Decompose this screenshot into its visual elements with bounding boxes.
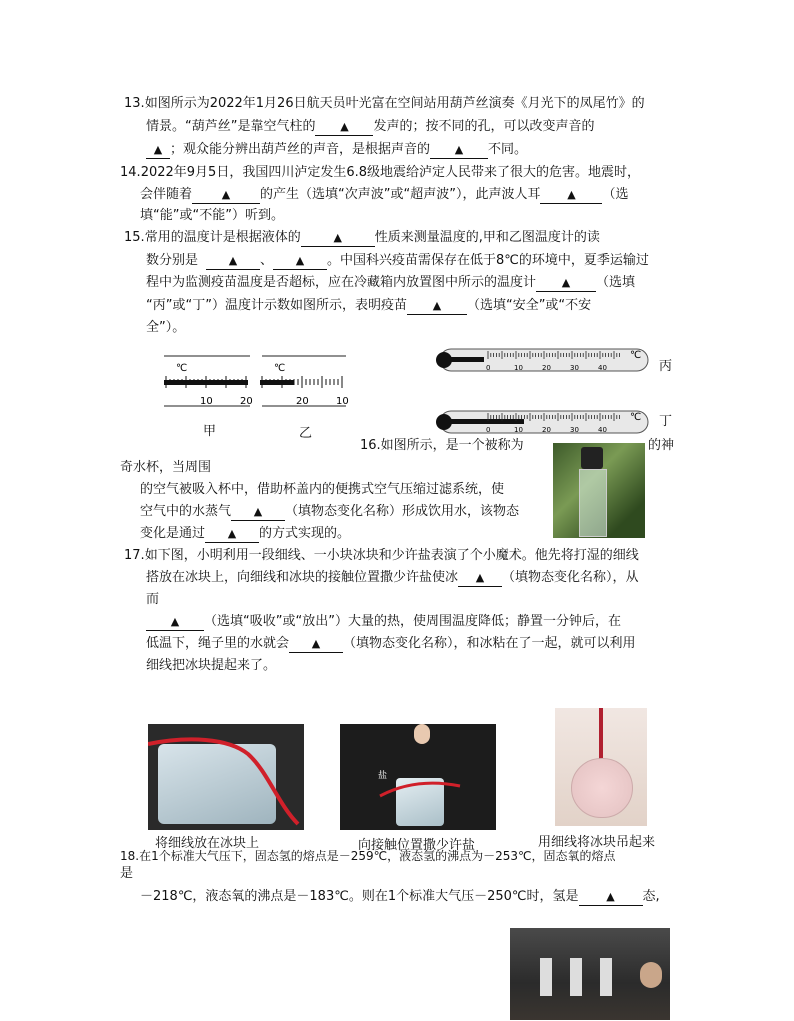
thermometer-jia (164, 356, 253, 407)
jia-tick-20: 20 (240, 396, 253, 407)
q13-number: 13. (124, 96, 145, 111)
label-yi: 乙 (299, 426, 313, 441)
q17-text5a: 低温下，绳子里的水就会 (146, 636, 290, 651)
lifted-ice (571, 758, 633, 818)
q14-blank1[interactable] (192, 187, 260, 204)
q13-text3b: ；观众能分辨出葫芦丝的声音，是根据声音的 (170, 142, 431, 157)
q16-line1 (360, 436, 524, 456)
q13-line2 (146, 117, 595, 137)
ding-tick-30: 30 (570, 426, 579, 434)
bing-tick-20: 20 (542, 364, 551, 372)
caption-3: 用细线将冰块吊起来 (538, 831, 655, 850)
bing-tick-40: 40 (598, 364, 607, 372)
q14-text1: 2022年9月5日，我国四川泸定发生6.8级地震给泸定人民带来了很大的危害。地震时， (140, 165, 640, 180)
photo-salt-on-ice (340, 724, 496, 830)
q16-blank2[interactable] (205, 526, 259, 543)
q17-line1 (124, 546, 639, 566)
answer-mark: ▲ (227, 527, 237, 540)
photo-thread-on-ice (148, 724, 304, 830)
q13-text3c: 不同。 (488, 142, 528, 157)
q15-line5 (146, 318, 185, 338)
ding-tick-10: 10 (514, 426, 523, 434)
q18-line2 (120, 864, 133, 884)
q16-line5 (140, 524, 350, 544)
answer-mark: ▲ (228, 254, 238, 267)
q14-text2c: （选 (602, 187, 629, 202)
answer-mark: ▲ (333, 231, 342, 244)
q17-line6 (146, 656, 276, 676)
q17-text1: 如下图，小明利用一段细线、一小块冰块和少许盐表演了个小魔术。他先将打湿的细线 (144, 548, 639, 563)
q16-blank1[interactable] (231, 504, 285, 521)
photo-ice-lifted (555, 708, 647, 826)
q15-blank1[interactable] (301, 230, 375, 247)
q13-text2b: 发声的；按不同的孔，可以改变声音的 (373, 119, 595, 134)
q13-blank1[interactable] (315, 119, 373, 136)
q16-line4 (140, 502, 519, 522)
ding-tick-20: 20 (542, 426, 551, 434)
label-bing: 丙 (659, 359, 673, 374)
yi-tick-10: 10 (336, 396, 349, 407)
red-thread (148, 724, 304, 830)
thermometer-yi (260, 356, 349, 407)
tube-3 (600, 958, 612, 996)
yi-unit: ℃ (274, 363, 286, 374)
thermometer-bing-ding-figure (430, 343, 656, 439)
bing-tick-10: 10 (514, 364, 523, 372)
q15-text3a: 程中为监测疫苗温度是否超标，应在冷藏箱内放置图中所示的温度计 (146, 275, 537, 290)
q13-blank2[interactable] (146, 142, 170, 159)
answer-mark: ▲ (221, 188, 231, 201)
ding-unit: ℃ (630, 412, 642, 423)
q17-blank3[interactable] (289, 636, 343, 653)
bing-tick-30: 30 (570, 364, 579, 372)
ding-tick-0: 0 (486, 426, 491, 434)
label-jia: 甲 (203, 424, 217, 439)
q15-text2b: 、 (260, 253, 274, 268)
q15-text1a: 常用的温度计是根据液体的 (144, 230, 301, 245)
q17-blank2[interactable] (146, 614, 204, 631)
q15-text4b: （选填“安全”或“不安 (466, 298, 592, 313)
q18-text3a: －218℃，液态氧的沸点是－183℃。则在1个标准大气压－250℃时，氢是 (140, 889, 579, 904)
q15-blank4[interactable] (536, 275, 596, 292)
q17-line3 (146, 590, 159, 610)
q15-blank2[interactable] (206, 253, 260, 270)
ding-tick-40: 40 (598, 426, 607, 434)
thermometer-ding (436, 411, 648, 434)
cup-body (579, 469, 607, 537)
answer-mark: ▲ (432, 299, 442, 312)
caption-1: 将细线放在冰块上 (155, 832, 259, 851)
q14-number: 14. (120, 165, 141, 180)
jia-tick-10: 10 (200, 396, 213, 407)
child-face (640, 962, 662, 988)
q18-text1: 18.在1个标准大气压下，固态氢的熔点是－259℃，液态氢的沸点为－253℃，固态氧的熔点 (120, 849, 616, 863)
q16-text5b: 的方式实现的。 (259, 526, 351, 541)
answer-mark: ▲ (606, 890, 615, 903)
q17-text5b: （填物态变化名称），和冰粘在了一起，就可以利用 (343, 636, 636, 651)
answer-mark: ▲ (567, 188, 576, 201)
q16-text4b: （填物态变化名称）形成饮用水，该物态 (285, 504, 520, 519)
q17-line5 (146, 634, 636, 654)
q17-text4b: （选填“吸收”或“放出”）大量的热，使周围温度降低；静置一分钟后，在 (204, 614, 621, 629)
q16-line3 (140, 480, 504, 500)
q16-text4a: 空气中的水蒸气 (140, 504, 232, 519)
q15-text3b: （选填 (596, 275, 636, 290)
photo-experiment-bottom (510, 928, 670, 1020)
q14-text2a: 会伴随着 (140, 187, 193, 202)
answer-mark: ▲ (561, 276, 571, 289)
q18-text2: 是 (120, 866, 134, 881)
answer-mark: ▲ (340, 120, 349, 133)
answer-mark: ▲ (311, 637, 321, 650)
q15-blank3[interactable] (273, 253, 327, 270)
answer-mark: ▲ (153, 143, 163, 156)
q17-line2 (146, 568, 639, 588)
q16-text1: 16.如图所示，是一个被称为 (360, 438, 524, 453)
answer-mark: ▲ (454, 143, 464, 156)
q15-blank5[interactable] (407, 298, 467, 315)
q16-text5a: 变化是通过 (140, 526, 206, 541)
q16-line2 (120, 458, 211, 478)
q15-number: 15. (124, 230, 145, 245)
yi-tick-20: 20 (296, 396, 309, 407)
q13-line1 (124, 94, 645, 114)
answer-mark: ▲ (295, 254, 305, 267)
q15-text2c: 。中国科兴疫苗需保存在低于8℃的环境中，夏季运输过 (327, 253, 649, 268)
thermometer-bing (436, 349, 648, 372)
q17-text2a: 搭放在冰块上，向细线和冰块的接触位置撒少许盐使冰 (146, 570, 459, 585)
q16-text2: 奇水杯，当周围 (120, 460, 212, 475)
cup-lid (581, 447, 603, 469)
bing-tick-0: 0 (486, 364, 491, 372)
salt-label: 盐 (378, 771, 388, 781)
q17-text6: 细线把冰块提起来了。 (146, 658, 277, 673)
q17-number: 17. (124, 548, 145, 563)
caption-2: 向接触位置撒少许盐 (358, 834, 475, 853)
q14-text3: 填“能”或“不能”）听到。 (140, 208, 284, 223)
q15-text1b: 性质来测量温度的,甲和乙图温度计的读 (374, 230, 600, 245)
q14-text2b: 的产生（选填“次声波”或“超声波”），此声波人耳 (260, 187, 541, 202)
q18-text3b: 态, (642, 889, 660, 904)
thermometer-jia-yi-figure (158, 350, 354, 412)
tube-1 (540, 958, 552, 996)
q13-text1: 如图所示为2022年1月26日航天员叶光富在空间站用葫芦丝演奏《月光下的凤尾竹》的 (144, 96, 645, 111)
q15-text5: 全”）。 (146, 320, 186, 335)
q14-line3 (140, 206, 284, 226)
answer-mark: ▲ (170, 615, 180, 628)
red-thread-2 (340, 724, 496, 830)
q13-blank3[interactable] (430, 142, 488, 159)
jia-unit: ℃ (176, 363, 188, 374)
q17-text3: 而 (146, 592, 160, 607)
q15-line3 (146, 273, 635, 293)
q18-blank1[interactable] (579, 889, 643, 906)
q16-line1-end (648, 436, 674, 456)
q16-text3: 的空气被吸入杯中，借助杯盖内的便携式空气压缩过滤系统，使 (140, 482, 505, 497)
q15-line1 (124, 228, 600, 248)
q16-text1-end: 的神 (648, 438, 675, 453)
label-ding: 丁 (659, 414, 673, 429)
q14-blank2[interactable] (540, 187, 602, 204)
q17-line4 (146, 612, 621, 632)
q17-blank1[interactable] (458, 570, 502, 587)
q14-line2 (140, 185, 628, 205)
q13-text2a: 情景。“葫芦丝”是靠空气柱的 (146, 119, 316, 134)
answer-mark: ▲ (253, 505, 263, 518)
q15-text4a: “丙”或“丁”）温度计示数如图所示，表明疫苗 (146, 298, 407, 313)
q14-line1 (120, 163, 640, 183)
q15-line4 (146, 296, 591, 316)
tube-2 (570, 958, 582, 996)
q17-text2b: （填物态变化名称），从 (502, 570, 639, 585)
water-cup-photo (553, 443, 645, 538)
q15-text2a: 数分别是 (146, 253, 199, 268)
q18-line3 (140, 887, 660, 907)
q15-line2 (146, 251, 649, 271)
bing-unit: ℃ (630, 350, 642, 361)
answer-mark: ▲ (475, 571, 485, 584)
q13-line3 (146, 140, 527, 160)
q18-line1 (120, 846, 615, 866)
